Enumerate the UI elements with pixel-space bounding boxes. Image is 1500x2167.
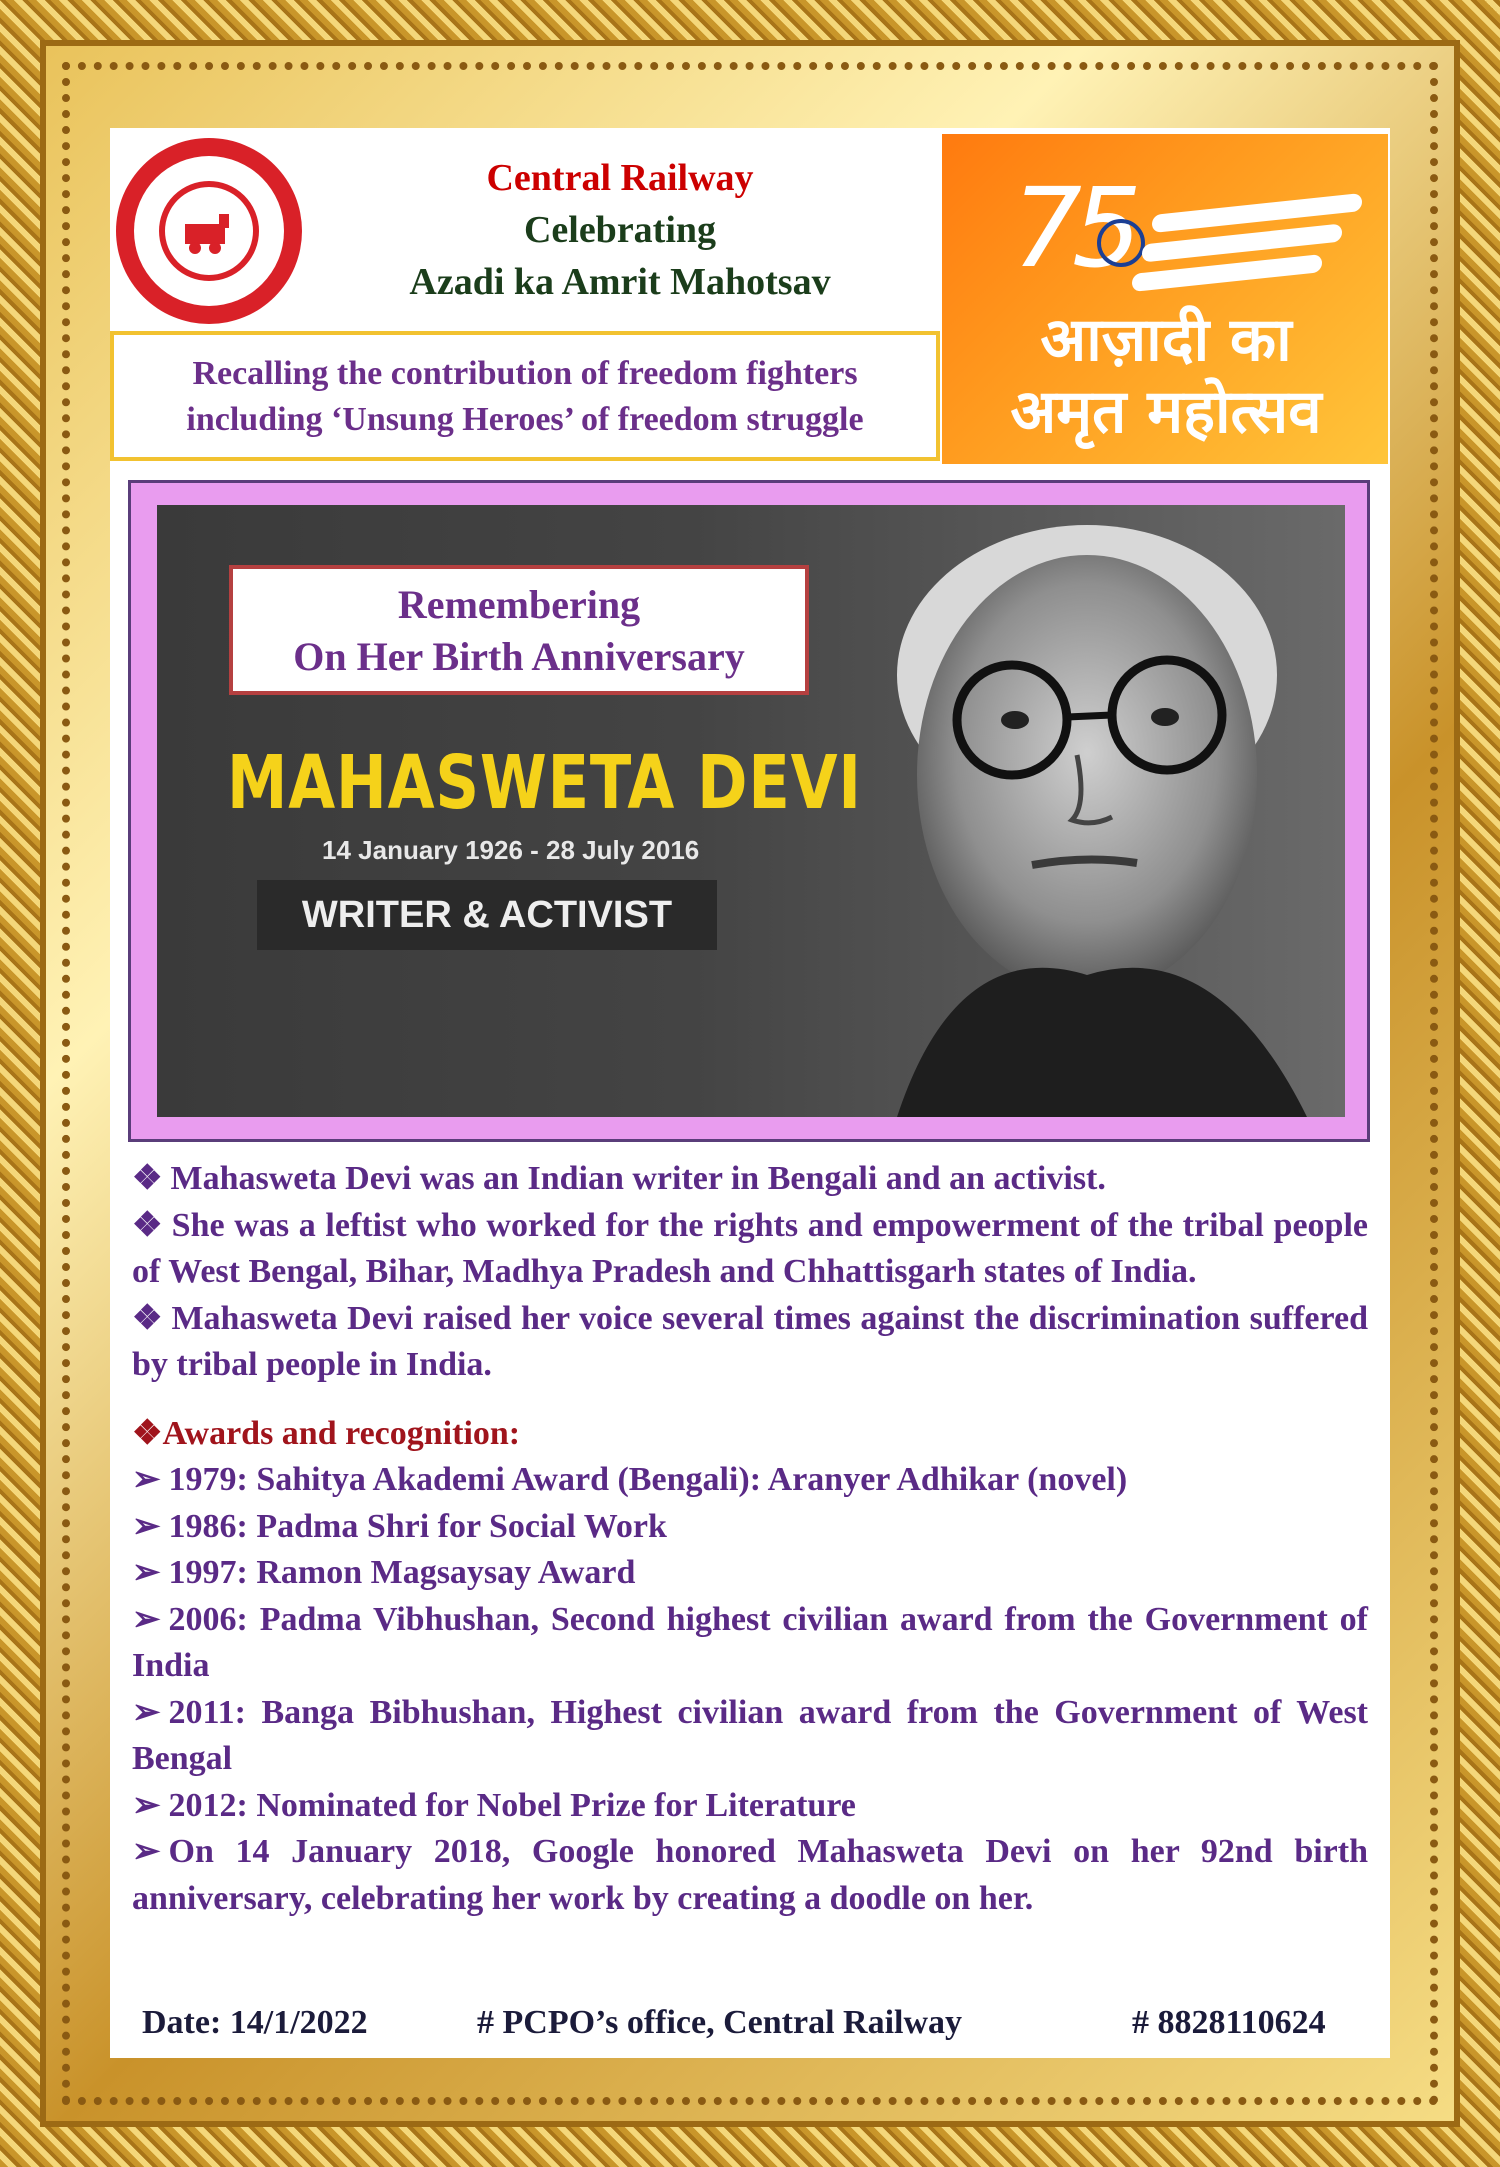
footer-phone: # 8828110624 [1132,2004,1326,2041]
award-text: 1997: Ramon Magsaysay Award [168,1554,636,1591]
content-body [132,1156,1368,1922]
award-text: 2011: Banga Bibhushan, Highest civilian award from the Government of West Bengal [132,1693,1368,1777]
logo-engine-emblem [159,181,259,281]
poster-panel [110,128,1390,2058]
remembering-box [229,565,809,695]
feature-photo [157,505,1345,1117]
arrow-bullet-icon: ➢ [132,1554,161,1591]
awards-heading-text: Awards and recognition: [162,1414,521,1452]
diamond-bullet-icon: ❖ [132,1299,164,1337]
life-dates: 14 January 1926 - 28 July 2016 [322,835,700,865]
org-title: Central Railway [486,157,754,199]
arrow-bullet-icon: ➢ [132,1833,161,1870]
award-item [132,1783,1368,1830]
recall-box [110,331,940,461]
amrit-hindi-line-1: आज़ादी का [1040,305,1292,375]
award-item [132,1504,1368,1551]
award-item [132,1550,1368,1597]
bullet-item [132,1203,1368,1296]
logo-ring [134,156,284,306]
amrit-hindi-line-2: अमृत महोत्सव [1010,377,1322,447]
arrow-bullet-icon: ➢ [132,1507,161,1545]
bullet-text: Mahasweta Devi raised her voice several times against the discrimination suffered by tribal people in India. [132,1299,1368,1383]
indian-railways-logo-icon [116,138,302,324]
award-item [132,1457,1368,1504]
arrow-bullet-icon: ➢ [132,1600,161,1638]
person-name: MAHASWETA DEVI [227,740,862,826]
bullet-text: She was a leftist who worked for the rights and empowerment of the tribal people of West Bengal, Bihar, Madhya Pradesh and Chhattisgarh states of India. [132,1206,1369,1290]
locomotive-icon [179,206,239,256]
award-text: 2012: Nominated for Nobel Prize for Literature [168,1786,856,1824]
arrow-bullet-icon: ➢ [132,1786,161,1824]
portrait-image [837,505,1345,1117]
award-text: 1979: Sahitya Akademi Award (Bengali): Aranyer Adhikar (novel) [168,1461,1128,1498]
award-text: On 14 January 2018, Google honored Mahasweta Devi on her 92nd birth anniversary, celebrating her work by creating a doodle on her. [132,1833,1368,1917]
remembering-line-2: On Her Birth Anniversary [293,634,745,679]
amrit-hindi-text [956,304,1376,448]
diamond-bullet-icon: ❖ [132,1206,164,1244]
arrow-bullet-icon: ➢ [132,1693,161,1731]
remembering-line-1: Remembering [397,582,641,627]
award-text: 1986: Padma Shri for Social Work [168,1507,667,1545]
arrow-bullet-icon: ➢ [132,1461,161,1498]
feature-photo-frame [128,480,1370,1142]
bullet-item [132,1156,1368,1203]
amrit-mahotsav-logo [942,134,1388,464]
diamond-bullet-icon: ❖ [132,1414,163,1452]
azadi-line: Azadi ka Amrit Mahotsav [409,261,831,303]
recall-line-1: Recalling the contribution of freedom fighters [192,355,858,392]
footer-date: Date: 14/1/2022 [142,2004,368,2041]
seventy-five-number: 75 [1012,164,1132,292]
celebrating-line: Celebrating [523,209,717,251]
role-banner: WRITER & ACTIVIST [257,880,717,950]
diamond-bullet-icon: ❖ [132,1160,163,1197]
chakra-icon [1097,219,1145,267]
recall-line-2: including ‘Unsung Heroes’ of freedom struggle [186,401,864,438]
award-item [132,1829,1368,1922]
bullet-text: Mahasweta Devi was an Indian writer in Bengali and an activist. [170,1160,1106,1197]
awards-heading [132,1411,1368,1458]
bullet-item [132,1296,1368,1389]
award-item [132,1690,1368,1783]
award-text: 2006: Padma Vibhushan, Second highest civilian award from the Government of India [132,1600,1368,1684]
footer-office: # PCPO’s office, Central Railway [477,2004,963,2041]
award-item [132,1597,1368,1690]
